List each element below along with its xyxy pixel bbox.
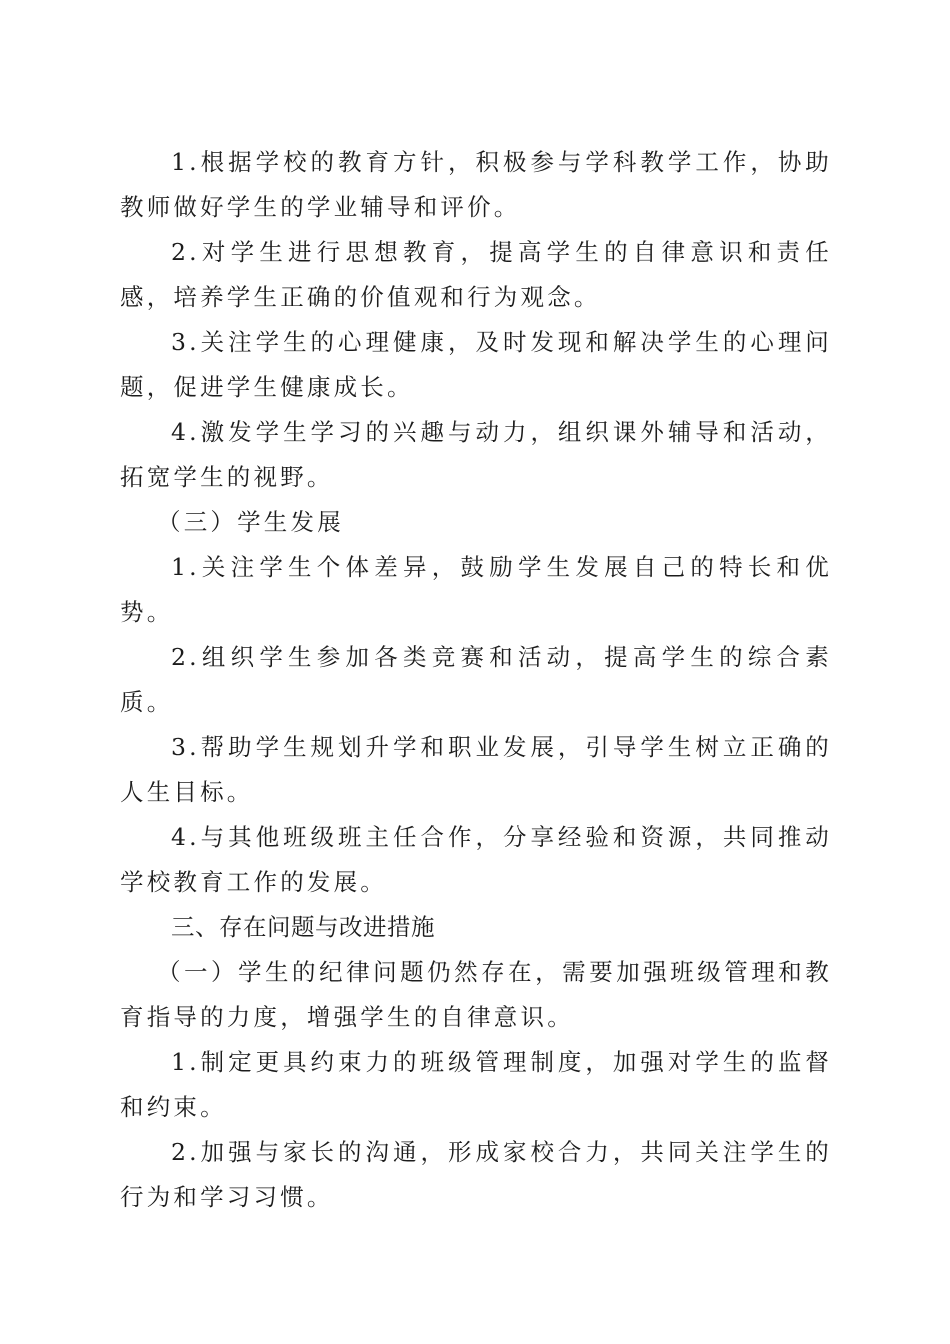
main-heading: 三、存在问题与改进措施 bbox=[171, 913, 435, 941]
paragraph-item: 1.根据学校的教育方针，积极参与学科教学工作，协助教师做好学生的学业辅导和评价。 bbox=[120, 148, 832, 221]
development-item: 3.帮助学生规划升学和职业发展，引导学生树立正确的人生目标。 bbox=[120, 733, 832, 806]
measure-item: 1.制定更具约束力的班级管理制度，加强对学生的监督和约束。 bbox=[120, 1048, 832, 1121]
paragraph-item: 3.关注学生的心理健康，及时发现和解决学生的心理问题，促进学生健康成长。 bbox=[120, 328, 832, 401]
development-item: 4.与其他班级班主任合作，分享经验和资源，共同推动学校教育工作的发展。 bbox=[120, 823, 832, 896]
development-item: 1.关注学生个体差异，鼓励学生发展自己的特长和优势。 bbox=[120, 553, 832, 626]
paragraph-item: 2.对学生进行思想教育，提高学生的自律意识和责任感，培养学生正确的价值观和行为观念。 bbox=[120, 238, 832, 311]
section-subheading: （三）学生发展 bbox=[157, 508, 344, 536]
paragraph-item: 4.激发学生学习的兴趣与动力，组织课外辅导和活动，拓宽学生的视野。 bbox=[120, 418, 832, 491]
development-item: 2.组织学生参加各类竞赛和活动，提高学生的综合素质。 bbox=[120, 643, 832, 716]
problem-statement: （一）学生的纪律问题仍然存在，需要加强班级管理和教育指导的力度，增强学生的自律意识。 bbox=[120, 958, 832, 1031]
measure-item: 2.加强与家长的沟通，形成家校合力，共同关注学生的行为和学习习惯。 bbox=[120, 1138, 832, 1211]
document-body bbox=[120, 140, 832, 1220]
